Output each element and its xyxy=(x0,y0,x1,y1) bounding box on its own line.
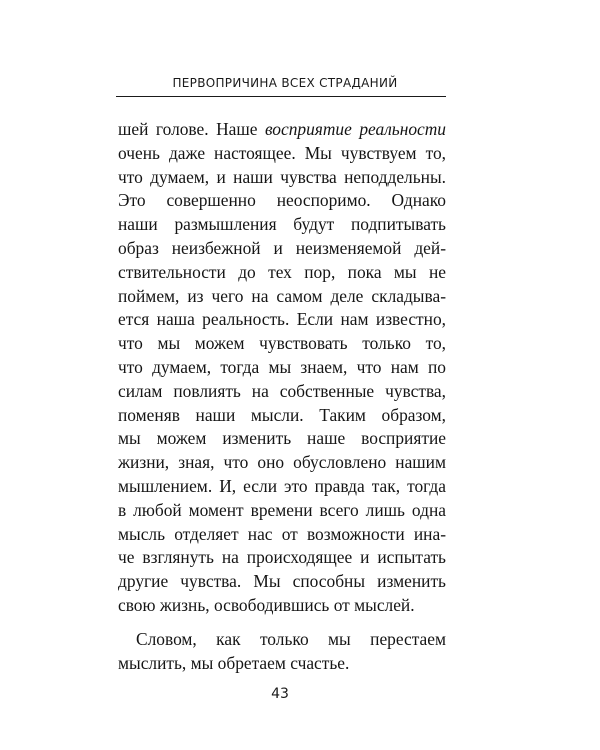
text-line: что думаем, тогда мы знаем, что нам по xyxy=(118,356,446,377)
text-line: мыслить, мы обретаем счастье. xyxy=(118,652,350,673)
text-line: мышлением. И, если это правда так, тогда xyxy=(118,475,446,496)
text-line: что думаем, и наши чувства неподдельны. xyxy=(118,166,446,187)
header-rule xyxy=(116,96,446,97)
text-run: шей голове. Наше xyxy=(118,119,265,139)
text-line: другие чувства. Мы способны изменить xyxy=(118,571,446,592)
italic-phrase: восприятие реальности xyxy=(264,119,446,139)
text-line: Словом, как только мы перестаем xyxy=(136,628,446,649)
text-line: что мы можем чувствовать только то, xyxy=(118,333,446,354)
text-line: ствительности до тех пор, пока мы не xyxy=(118,261,446,282)
text-line: поймем, из чего на самом деле складыва- xyxy=(118,285,446,306)
running-head: ПЕРВОПРИЧИНА ВСЕХ СТРАДАНИЙ xyxy=(172,76,398,90)
text-line: ется наша реальность. Если нам известно, xyxy=(118,309,446,330)
page-number: 43 xyxy=(271,686,289,702)
text-line: наши размышления будут подпитывать xyxy=(118,214,446,235)
body-text xyxy=(118,118,446,675)
paragraph-gap xyxy=(118,618,446,628)
text-line: мысль отделяет нас от возможности ина- xyxy=(118,523,446,544)
text-line: че взглянуть на происходящее и испытать xyxy=(118,547,446,568)
text-line: в любой момент времени всего лишь одна xyxy=(118,499,446,520)
text-line: Это совершенно неоспоримо. Однако xyxy=(118,190,446,211)
text-line: жизни, зная, что оно обусловлено нашим xyxy=(118,452,446,473)
text-line: поменяв наши мысли. Таким образом, xyxy=(118,404,446,425)
text-line: силам повлиять на собственные чувства, xyxy=(118,380,446,401)
text-line xyxy=(118,118,446,142)
text-line: образ неизбежной и неизменяемой дей- xyxy=(118,237,446,258)
text-line: очень даже настоящее. Мы чувствуем то, xyxy=(118,142,446,163)
text-line: свою жизнь, освободившись от мыслей. xyxy=(118,594,415,615)
text-line: мы можем изменить наше восприятие xyxy=(118,428,446,449)
